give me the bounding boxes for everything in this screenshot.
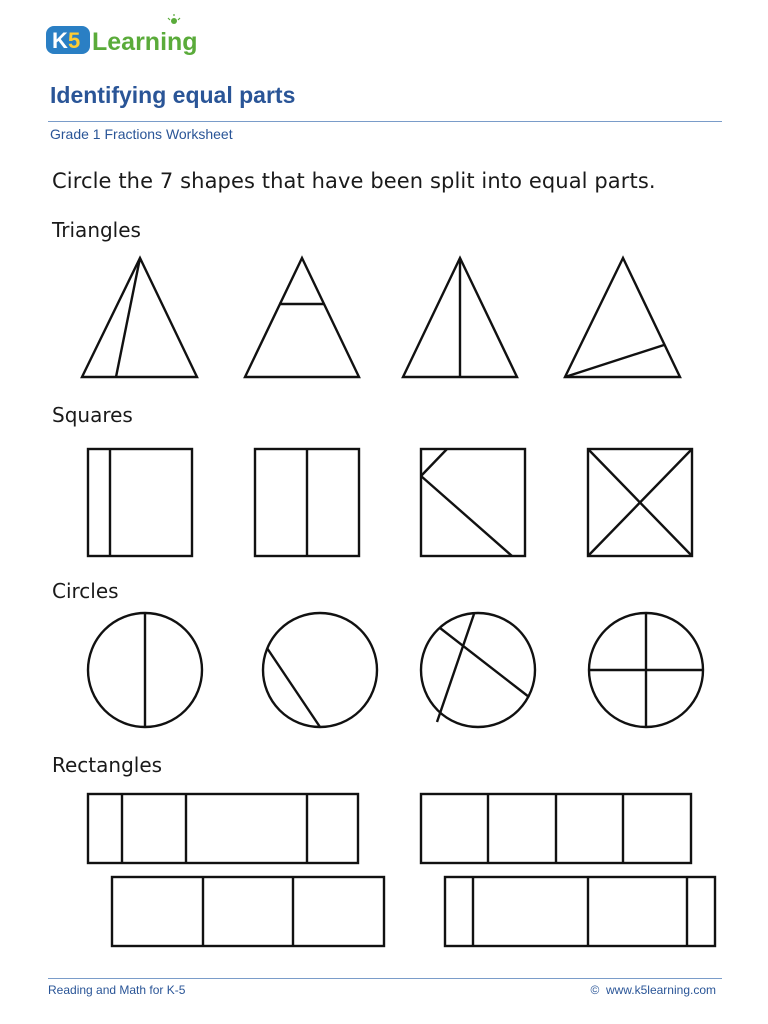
rectangle-shape-2[interactable]: [421, 794, 691, 863]
circle-shape-4[interactable]: [589, 613, 703, 727]
instruction-text: Circle the 7 shapes that have been split into equal parts.: [52, 169, 656, 193]
section-label-rectangles: Rectangles: [52, 753, 163, 777]
footer-url-block: [590, 983, 716, 997]
rectangle-shape-3[interactable]: [112, 877, 384, 946]
section-label-triangles: Triangles: [52, 218, 141, 242]
svg-text:5: 5: [68, 28, 81, 53]
triangle-shape-4[interactable]: [565, 258, 680, 377]
rectangle-shape-1[interactable]: [88, 794, 358, 863]
square-shape-2[interactable]: [255, 449, 359, 556]
circle-shape-2[interactable]: [263, 613, 377, 727]
svg-text:K: K: [52, 28, 68, 53]
square-shape-4[interactable]: [588, 449, 692, 556]
copyright-symbol: ©: [590, 983, 600, 997]
rectangle-shape-4[interactable]: [445, 877, 715, 946]
footer-divider: [48, 978, 722, 979]
section-label-squares: Squares: [52, 403, 133, 427]
section-label-circles: Circles: [52, 579, 119, 603]
square-shape-3[interactable]: [421, 449, 525, 556]
worksheet-subtitle: Grade 1 Fractions Worksheet: [50, 126, 233, 142]
circle-shape-3[interactable]: [421, 613, 535, 727]
footer-url-link[interactable]: www.k5learning.com: [605, 983, 716, 997]
svg-text:Learning: Learning: [92, 28, 198, 56]
footer-tagline: Reading and Math for K-5: [48, 983, 186, 997]
circle-shape-1[interactable]: [88, 613, 202, 727]
triangle-shape-1[interactable]: [82, 258, 197, 377]
triangle-shape-2[interactable]: [245, 258, 359, 377]
square-shape-1[interactable]: [88, 449, 192, 556]
triangle-shape-3[interactable]: [403, 258, 517, 377]
page-title: Identifying equal parts: [50, 82, 296, 108]
